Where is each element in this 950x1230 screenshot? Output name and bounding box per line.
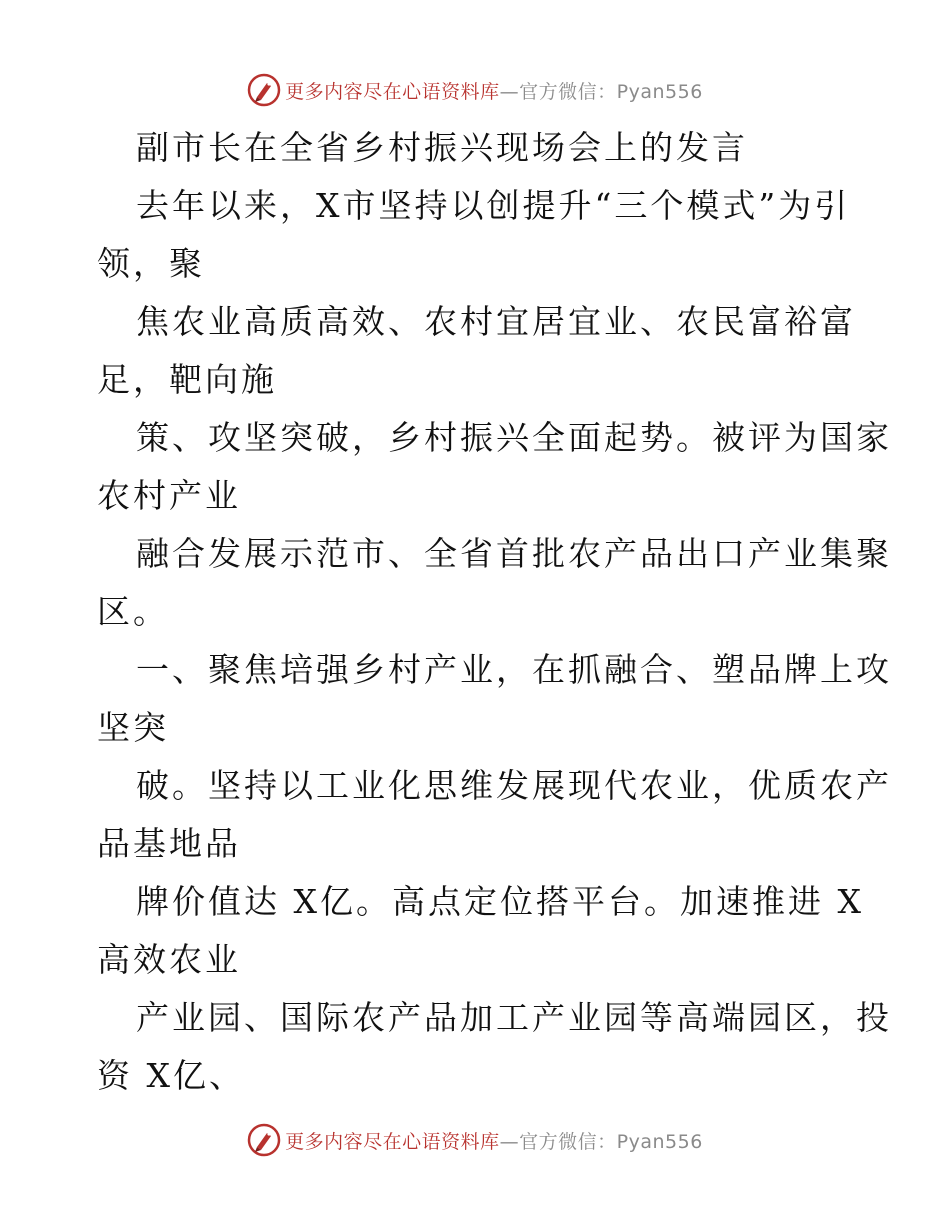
watermark-red-text: 更多内容尽在心语资料库	[285, 1130, 500, 1153]
watermark-text	[285, 1127, 703, 1154]
paragraph-line: 去年以来，X市坚持以创提升“三个模式”为引	[136, 186, 851, 225]
watermark-separator: —	[499, 80, 520, 103]
watermark-banner-top	[0, 70, 950, 110]
pen-logo-icon	[247, 1123, 281, 1157]
paragraph-line: 破。坚持以工业化思维发展现代农业，优质农产	[136, 766, 892, 805]
paragraph-line: 区。	[97, 592, 169, 631]
watermark-banner-bottom	[0, 1120, 950, 1160]
paragraph-line: 融合发展示范市、全省首批农产品出口产业集聚	[136, 534, 892, 573]
document-title: 副市长在全省乡村振兴现场会上的发言	[136, 128, 748, 167]
paragraph-line: 产业园、国际农产品加工产业园等高端园区，投	[136, 998, 892, 1037]
paragraph-line: 品基地品	[97, 824, 241, 863]
paragraph-line: 策、攻坚突破，乡村振兴全面起势。被评为国家	[136, 418, 892, 457]
paragraph-line: 牌价值达 X亿。高点定位搭平台。加速推进 X	[136, 882, 864, 921]
paragraph-line: 足，靶向施	[97, 360, 277, 399]
watermark-separator: —	[499, 1130, 520, 1153]
paragraph-line: 农村产业	[97, 476, 241, 515]
watermark-text	[285, 77, 703, 104]
watermark-gray-text: 官方微信：Pyan556	[519, 80, 703, 103]
section-heading-line: 一、聚焦培强乡村产业，在抓融合、塑品牌上攻	[136, 650, 892, 689]
section-heading-line: 坚突	[97, 708, 169, 747]
paragraph-line: 焦农业高质高效、农村宜居宜业、农民富裕富	[136, 302, 856, 341]
watermark-gray-text: 官方微信：Pyan556	[519, 1130, 703, 1153]
paragraph-line: 领，聚	[97, 244, 205, 283]
paragraph-line: 高效农业	[97, 940, 241, 979]
watermark-red-text: 更多内容尽在心语资料库	[285, 80, 500, 103]
pen-logo-icon	[247, 73, 281, 107]
paragraph-line: 资 X亿、	[97, 1056, 245, 1095]
